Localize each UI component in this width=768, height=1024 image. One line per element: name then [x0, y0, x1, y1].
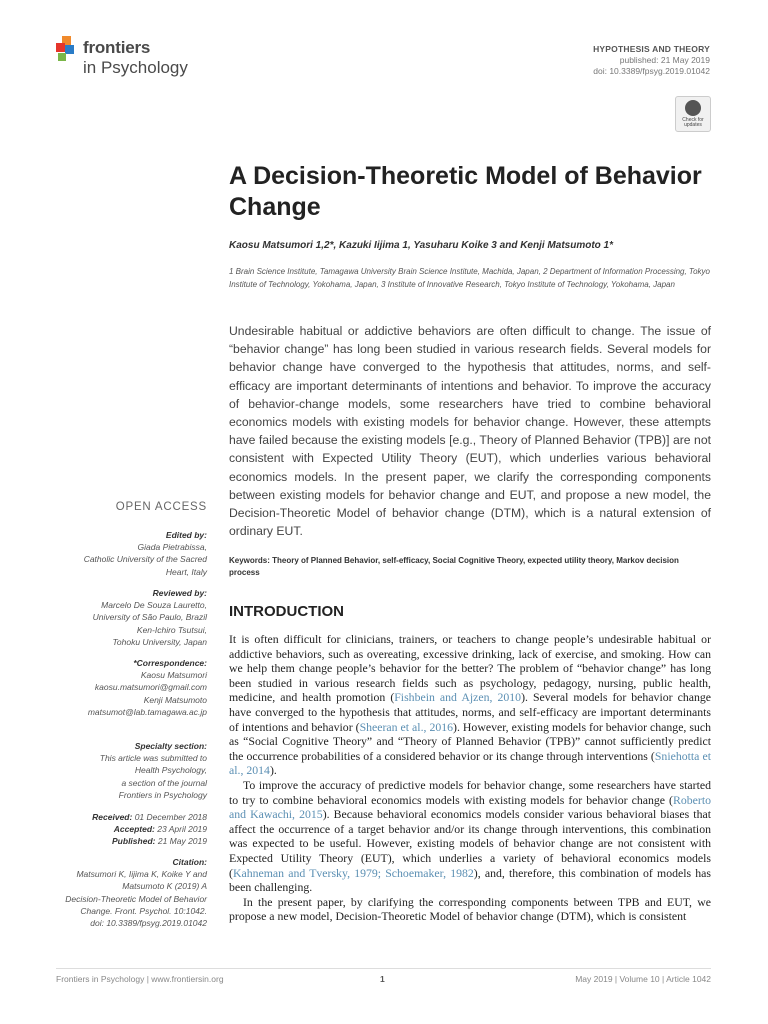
abstract: Undesirable habitual or addictive behaviors are often difficult to change. The issue of “behavior change” has long been studied in various research fields. Several models for behavior change have converged to the hypothesis that attitudes, norms, and self-efficacy are important determinants of intentions and behavior. To improve the accuracy of behavior-change models, some researchers have tried to combine behavioral economics models with existing models for behavior change. However, these attempts have failed because the existing models [e.g., Theory of Planned Behavior (TPB)] are not consistent with Expected Utility Theory (EUT), which underlies various behavioral economics models. In the present paper, we clarify the corresponding components between existing models for behavior change and EUT, and propose a new model, the Decision-Theoretic Model of behavior change (DTM), which is a natural extension of ordinary EUT. — [229, 324, 711, 539]
citation-link[interactable]: Roberto and Kawachi, 2015 — [229, 792, 711, 822]
footer-issue-info: May 2019 | Volume 10 | Article 1042 — [575, 974, 711, 984]
specialty-line: This article was submitted to — [99, 753, 207, 764]
text-run: To improve the accuracy of predictive models for behavior change, some researchers have started to try to combine behavioral economics models with existing models for behavior change ( — [229, 777, 711, 807]
received-line — [47, 811, 207, 823]
correspondence-block — [47, 657, 207, 718]
intro-paragraph-2 — [229, 778, 711, 895]
specialty-line: Health Psychology, — [134, 765, 207, 776]
editor-line: Giada Pietrabissa, — [137, 542, 207, 553]
correspondence-label: *Correspondence: — [133, 658, 207, 668]
journal-logo[interactable] — [56, 34, 206, 84]
reviewer-line: Tohoku University, Japan — [112, 636, 207, 647]
correspondence-email[interactable]: kaosu.matsumori@gmail.com — [94, 682, 207, 693]
citation-block — [47, 856, 207, 929]
section-heading-introduction: INTRODUCTION — [229, 603, 344, 620]
dates-block — [47, 811, 207, 848]
check-updates-label: Check for updates — [682, 117, 704, 128]
editor-line: Catholic University of the Sacred — [83, 554, 207, 565]
accepted-label: Accepted: — [113, 824, 155, 835]
citation-line: Matsumoto K (2019) A — [122, 881, 207, 892]
reviewer-line: Marcelo De Souza Lauretto, — [101, 600, 207, 611]
published-label: Published: — [112, 836, 156, 847]
citation-line: Matsumori K, Iijima K, Koike Y and — [76, 869, 207, 880]
keywords: Keywords: Theory of Planned Behavior, self-efficacy, Social Cognitive Theory, expected utility theory, Markov decision process — [229, 556, 679, 577]
specialty-section-block — [47, 740, 207, 801]
citation-label: Citation: — [172, 857, 207, 867]
citation-doi[interactable]: doi: 10.3389/fpsyg.2019.01042 — [90, 918, 207, 929]
published-date: published: 21 May 2019 — [619, 55, 710, 65]
reviewed-by-block — [47, 587, 207, 648]
accepted-date: 23 April 2019 — [157, 824, 207, 835]
published-date-side: 21 May 2019 — [157, 836, 207, 847]
citation-line: Change. Front. Psychol. 10:1042. — [80, 905, 207, 916]
reviewer-line: Ken-Ichiro Tsutsui, — [136, 624, 207, 635]
intro-paragraph-1 — [229, 632, 711, 778]
correspondence-line: Kenji Matsumoto — [143, 694, 207, 705]
article-meta-header — [593, 44, 710, 77]
received-date: 01 December 2018 — [134, 812, 207, 822]
accepted-line — [47, 823, 207, 835]
page-number: 1 — [380, 974, 385, 984]
open-access-label: OPEN ACCESS — [115, 501, 207, 513]
article-type: HYPOTHESIS AND THEORY — [593, 44, 710, 54]
editor-line: Heart, Italy — [165, 566, 207, 577]
specialty-section-label: Specialty section: — [134, 741, 207, 751]
intro-paragraph-3: In the present paper, by clarifying the corresponding components between TPB and EUT, we propose a new model, Decision-Theoretic Model of behavior change (DTM), which is consistent — [229, 894, 711, 924]
received-label: Received: — [92, 812, 133, 822]
check-for-updates-button[interactable] — [675, 96, 711, 132]
paper-title: A Decision-Theoretic Model of Behavior Change — [229, 162, 702, 221]
affiliations: 1 Brain Science Institute, Tamagawa University Brain Science Institute, Machida, Japan, 2 Department of Information Processing, Tokyo Institute of Technology, Yokohama, Japan, 3 Institute of Innovative Research, Tokyo Institute of Technology, Yokohama, Japan — [229, 267, 710, 289]
logo-text-journal: in Psychology — [83, 58, 188, 77]
citation-link[interactable]: Fishbein and Ajzen, 2010 — [394, 690, 522, 705]
published-line — [47, 835, 207, 847]
author-list: Kaosu Matsumori 1,2*, Kazuki Iijima 1, Yasuharu Koike 3 and Kenji Matsumoto 1* — [229, 240, 613, 251]
doi[interactable]: doi: 10.3389/fpsyg.2019.01042 — [593, 66, 710, 76]
text-run: ). — [269, 763, 277, 778]
frontiers-logo-icon — [56, 36, 80, 62]
check-updates-icon — [685, 100, 701, 116]
specialty-line: a section of the journal — [121, 777, 207, 788]
specialty-line: Frontiers in Psychology — [118, 789, 207, 800]
citation-link[interactable]: Sniehotta et al., 2014 — [229, 748, 711, 778]
citation-link[interactable]: Sheeran et al., 2016 — [359, 719, 454, 734]
text-run: ). Because behavioral economics models consider various behavioral biases that affect the occurrence of a target behavior and/or its change through interventions, this combination was expected to be useful. However, existing models of behavior change are not consistent with Expected Utility Theory (EUT), which underlies a variety of behavioral economics models ( — [229, 807, 711, 880]
text-run: ), and, therefore, this combination of models has been challenging. — [229, 865, 711, 895]
text-run: It is often difficult for clinicians, trainers, or teachers to change people’s undesirable habitual or addictive behaviors, such as overeating, excessive drinking, lack of exercise, and smoking. How can we help them change people’s behavior for the better? The problem of “behavior change” has long been studied in various research fields such as psychology, pedagogy, nursing, public health, medicine, and health promotion ( — [229, 632, 711, 705]
correspondence-line: Kaosu Matsumori — [140, 670, 207, 681]
correspondence-email[interactable]: matsumot@lab.tamagawa.ac.jp — [87, 706, 207, 717]
citation-line: Decision-Theoretic Model of Behavior — [65, 893, 207, 904]
edited-by-label: Edited by: — [165, 530, 207, 540]
reviewed-by-label: Reviewed by: — [152, 588, 207, 598]
text-run: ). However, existing models for behavior change, such as “Social Cognitive Theory” and “Theory of Planned Behavior (TPB)” cannot sufficiently predict the occurrence probabilities of a considered behavior or its change through interventions ( — [229, 719, 711, 763]
citation-link[interactable]: Kahneman and Tversky, 1979; Schoemaker, 1982 — [232, 865, 474, 880]
footer-divider — [56, 968, 711, 969]
introduction-body — [229, 632, 711, 924]
footer-journal-link[interactable]: Frontiers in Psychology | www.frontiersin.org — [56, 974, 224, 984]
edited-by-block — [47, 529, 207, 578]
text-run: ). Several models for behavior change have converged to the hypothesis that attitudes, norms, and self-efficacy are important determinants of intentions and behavior ( — [229, 690, 711, 734]
reviewer-line: University of São Paulo, Brazil — [92, 612, 207, 623]
logo-text-frontiers: frontiers — [83, 38, 151, 57]
